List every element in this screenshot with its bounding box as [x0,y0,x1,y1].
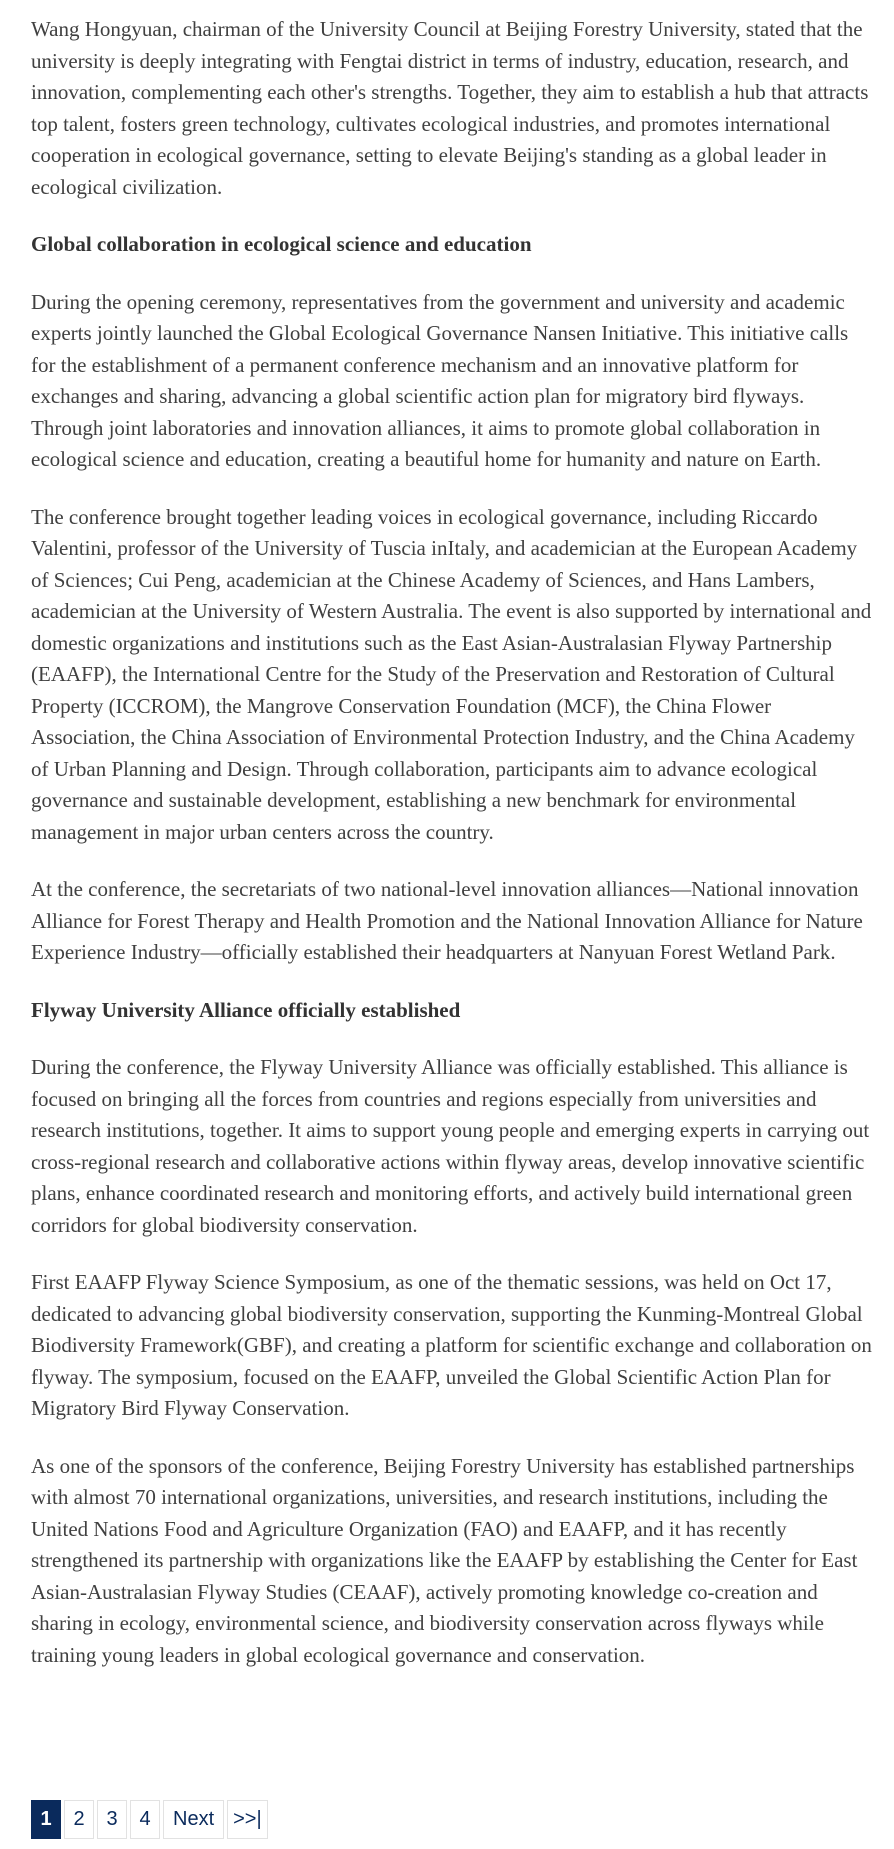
paragraph-bfu-sponsors: As one of the sponsors of the conference, Beijing Forestry University has established partnerships with almost 70 international organizations, universities, and research institutions, including the United Nations Food and Agriculture Organization (FAO) and EAAFP, and it has recently strengthened its partnership with organizations like the EAAFP by establishing the Center for East Asian-Australasian Flyway Studies (CEAAF), actively promoting knowledge co-creation and sharing in ecology, environmental science, and biodiversity conservation across flyways while training young leaders in global ecological governance and conservation. [31,1453,858,1667]
section-heading-flyway-alliance: Flyway University Alliance officially established [31,997,461,1022]
paragraph-opening-ceremony: During the opening ceremony, representatives from the government and university and academic experts jointly launched the Global Ecological Governance Nansen Initiative. This initiative calls for the establishment of a permanent conference mechanism and an innovative platform for exchanges and sharing, advancing a global scientific action plan for migratory bird flyways. Through joint laboratories and innovation alliances, it aims to promote global collaboration in ecological science and education, creating a beautiful home for humanity and nature on Earth. [31,289,849,471]
pagination [31,1800,268,1839]
page-1-button[interactable]: 1 [31,1800,61,1839]
paragraph-wang-hongyuan: Wang Hongyuan, chairman of the University Council at Beijing Forestry University, stated that the university is deeply integrating with Fengtai district in terms of industry, education, research, and innovation, complementing each other's strengths. Together, they aim to establish a hub that attracts top talent, fosters green technology, cultivates ecological industries, and promotes international cooperation in ecological governance, setting to elevate Beijing's standing as a global leader in ecological civilization. [31,17,869,199]
page-3-button[interactable]: 3 [97,1800,127,1839]
article-body [31,14,876,1697]
paragraph-eaafp-symposium: First EAAFP Flyway Science Symposium, as one of the thematic sessions, was held on Oct 17, dedicated to advancing global biodiversity conservation, supporting the Kunming-Montreal Global Biodiversity Framework(GBF), and creating a platform for scientific exchange and collaboration on flyway. The symposium, focused on the EAAFP, unveiled the Global Scientific Action Plan for Migratory Bird Flyway Conservation. [31,1270,872,1420]
paragraph-innovation-alliances: At the conference, the secretariats of two national-level innovation alliances—National innovation Alliance for Forest Therapy and Health Promotion and the National Innovation Alliance for Nature Experience Industry—officially established their headquarters at Nanyuan Forest Wetland Park. [31,877,863,964]
last-page-button[interactable]: >>| [227,1800,268,1839]
paragraph-conference-voices: The conference brought together leading voices in ecological governance, including Riccardo Valentini, professor of the University of Tuscia inItaly, and academician at the European Academy of Sciences; Cui Peng, academician at the Chinese Academy of Sciences, and Hans Lambers, academician at the University of Western Australia. The event is also supported by international and domestic organizations and institutions such as the East Asian-Australasian Flyway Partnership (EAAFP), the International Centre for the Study of the Preservation and Restoration of Cultural Property (ICCROM), the Mangrove Conservation Foundation (MCF), the China Flower Association, the China Association of Environmental Protection Industry, and the China Academy of Urban Planning and Design. Through collaboration, participants aim to advance ecological governance and sustainable development, establishing a new benchmark for environmental management in major urban centers across the country. [31,504,872,844]
page-4-button[interactable]: 4 [130,1800,160,1839]
next-page-button[interactable]: Next [163,1800,224,1839]
paragraph-flyway-alliance: During the conference, the Flyway University Alliance was officially established. This alliance is focused on bringing all the forces from countries and regions especially from universities and research institutions, together. It aims to support young people and emerging experts in carrying out cross-regional research and collaborative actions within flyway areas, develop innovative scientific plans, enhance coordinated research and monitoring efforts, and actively build international green corridors for global biodiversity conservation. [31,1055,870,1237]
page-2-button[interactable]: 2 [64,1800,94,1839]
section-heading-global-collaboration: Global collaboration in ecological science and education [31,232,532,256]
